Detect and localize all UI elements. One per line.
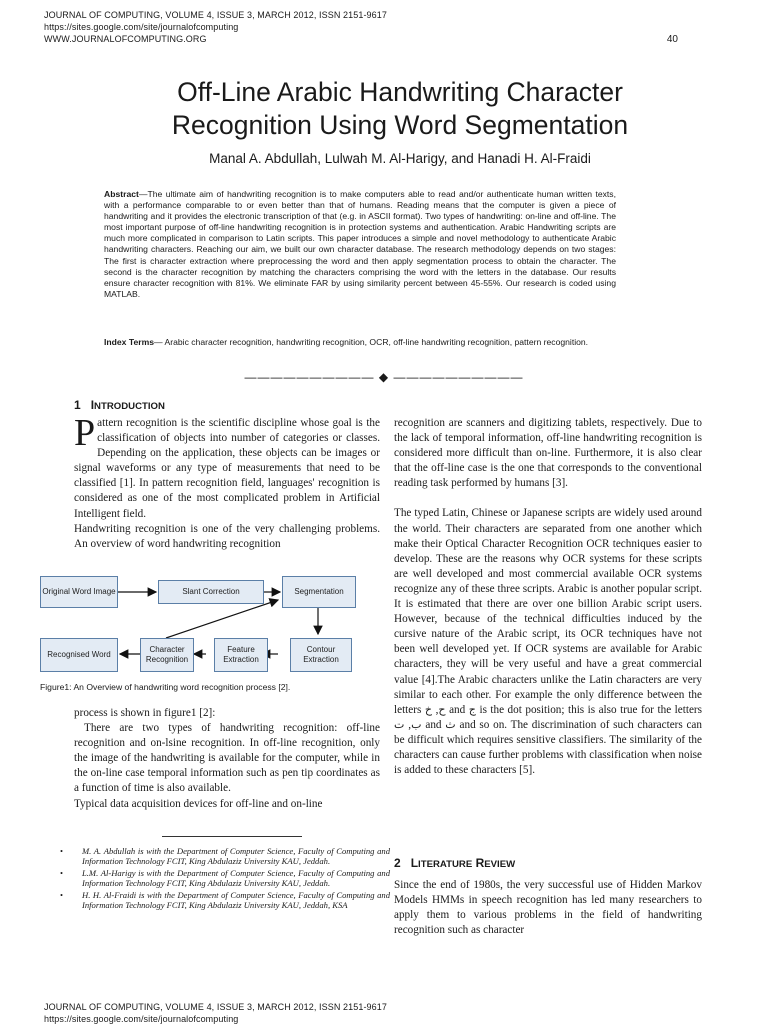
arabic-letter-3: ج bbox=[468, 703, 476, 716]
title-line-1: Off-Line Arabic Handwriting Character bbox=[177, 77, 623, 107]
right-paragraph-2b: is the dot position; this is also true for the letters bbox=[475, 703, 703, 716]
right-paragraph-2a: The typed Latin, Chinese or Japanese scripts are widely used around the world. Their characters are separated from one another which make their Optical Character Recognition OCR techniques easier to develop. These are the reasons why OCR systems for these scripts are well developed and most commercial available OCR systems recognize any of these three scripts. Arabic is another popular script. It is estimated that there are over one billion Arabic script users. However, because of the technical difficulties induced by the cursive nature of the Arabic script, its OCR techniques have not been well developed yet. If OCR systems are available for Arabic characters, they will be very useful and have a great commercial value [4].The Arabic characters unlike the Latin characters are very similar to each other. For example the only difference between the letters bbox=[394, 507, 702, 716]
index-terms-label: Index Terms bbox=[104, 337, 154, 347]
intro-paragraph-3: process is shown in figure1 [2]: bbox=[74, 707, 216, 719]
right-paragraph-2c: and so on. The discrimination of such characters can be difficult which requires sensitive classifiers. The similarity of the characters can cause further problems with classification when noise is added to these characters [5]. bbox=[394, 718, 702, 777]
box-original-word-image: Original Word Image bbox=[40, 576, 118, 608]
arabic-letter-1: ح bbox=[438, 703, 446, 716]
section-1-heading bbox=[74, 398, 165, 412]
intro-paragraph-2: Handwriting recognition is one of the very challenging problems. An overview of word handwriting recognition bbox=[74, 522, 380, 550]
footer-journal: JOURNAL OF COMPUTING, VOLUME 4, ISSUE 3, MARCH 2012, ISSN 2151-9617 bbox=[44, 1002, 387, 1012]
left-column-bottom bbox=[74, 706, 380, 812]
footer-url: https://sites.google.com/site/journalofcomputing bbox=[44, 1014, 239, 1024]
comma-2: , bbox=[408, 718, 412, 731]
comma-1: , bbox=[435, 703, 439, 716]
paper-title bbox=[100, 76, 700, 142]
title-line-2: Recognition Using Word Segmentation bbox=[171, 110, 629, 140]
section-2-title-initial-2: R bbox=[475, 856, 485, 870]
section-2-title-rest-2: EVIEW bbox=[484, 859, 516, 870]
abstract-label: Abstract bbox=[104, 189, 139, 199]
abstract-text: —The ultimate aim of handwriting recognition is to make computers able to read and/or authenticate human written texts, with a performance comparable to or even better than that of humans. Reading means that the computer is given a piece of handwriting and it provides the electronic transcription of that (e.g. in ASCII format). Two types of handwriting: on-line and off-line. The most important purpose of off-line handwriting recognition is in protection systems and authentication. Arabic Handwriting scripts are much more complicated in comparison to Latin scripts. This paper introduces a simple and novel methodology to authenticate Arabic handwriting characters. Reaching our aim, we built our own character database. The research methodology depends on two stages: The first is character extraction where preprocessing the word and then apply segmentation process to obtain the character. The second is the character recognition by matching the characters comprising the word with the letters in the database. Our results ensure character recognition with 81%. We eliminate FAR by using similarity percent between 45-55%. Our research is coded using MATLAB. bbox=[104, 189, 616, 299]
arrow-character-to-segmentation bbox=[166, 600, 278, 638]
journal-header: JOURNAL OF COMPUTING, VOLUME 4, ISSUE 3, MARCH 2012, ISSN 2151-9617 bbox=[44, 10, 387, 20]
footnote-2: • L.M. Al-Harigy is with the Department of Computer Science, Faculty of Computing and Information Technology FCIT, King Abdulaziz University KAU, Jeddah. bbox=[60, 868, 390, 889]
page-number: 40 bbox=[666, 34, 678, 45]
section-2-number: 2 bbox=[394, 856, 401, 870]
and-word-2: and bbox=[421, 718, 446, 731]
section-2-paragraph-1: Since the end of 1980s, the very successful use of Hidden Markov Models HMMs in speech recognition has led many researchers to apply them to various problems in the field of handwriting recognition such as character bbox=[394, 879, 702, 937]
section-1-title-rest: NTRODUCTION bbox=[94, 401, 165, 412]
index-terms bbox=[104, 337, 616, 348]
right-paragraph-2 bbox=[394, 506, 702, 778]
arabic-letter-4: ب bbox=[411, 718, 422, 731]
right-column bbox=[394, 416, 702, 778]
drop-cap: P bbox=[74, 412, 96, 454]
arabic-letter-5: ت bbox=[394, 718, 405, 731]
section-1-title-initial: I bbox=[90, 398, 95, 412]
index-terms-text: — Arabic character recognition, handwriting recognition, OCR, off-line handwriting recognition, pattern recognition. bbox=[154, 337, 589, 347]
arabic-letter-6: ث bbox=[445, 718, 456, 731]
abstract bbox=[104, 189, 616, 300]
arabic-letter-2: خ bbox=[424, 703, 433, 716]
intro-paragraph-5: Typical data acquisition devices for off-line and on-line bbox=[74, 797, 323, 810]
box-feature-extraction: Feature Extraction bbox=[214, 638, 268, 672]
box-slant-correction: Slant Correction bbox=[158, 580, 264, 604]
footnotes bbox=[60, 846, 390, 911]
and-word-1: and bbox=[445, 703, 469, 716]
section-2-title-initial: L bbox=[410, 856, 419, 870]
figure-1-caption: Figure1: An Overview of handwriting word recognition process [2]. bbox=[40, 682, 291, 692]
section-2-heading bbox=[394, 856, 515, 870]
left-column-top bbox=[74, 412, 380, 552]
footnote-1: • M. A. Abdullah is with the Department of Computer Science, Faculty of Computing and Information Technology FCIT, King Abdulaziz University KAU, Jeddah. bbox=[60, 846, 390, 867]
intro-paragraph-4: There are two types of handwriting recognition: off-line recognition and on-lsine recognition. In off-line recognition, only the image of the handwriting is available for the computer, while in the on-line case temporal information such as pen tip coordinates as a function of time is also available. bbox=[74, 722, 380, 795]
section-2-body bbox=[394, 878, 702, 938]
section-separator: ―――――――――― ◆ ―――――――――― bbox=[244, 370, 524, 384]
box-contour-extraction: Contour Extraction bbox=[290, 638, 352, 672]
section-1-number: 1 bbox=[74, 398, 81, 412]
journal-url: https://sites.google.com/site/journalofcomputing bbox=[44, 22, 239, 32]
box-segmentation: Segmentation bbox=[282, 576, 356, 608]
authors: Manal A. Abdullah, Lulwah M. Al-Harigy, and Hanadi H. Al-Fraidi bbox=[209, 151, 591, 166]
journal-site: WWW.JOURNALOFCOMPUTING.ORG bbox=[44, 34, 207, 44]
box-recognised-word: Recognised Word bbox=[40, 638, 118, 672]
footnote-rule bbox=[162, 836, 302, 837]
section-2-title-rest-1: ITERATURE bbox=[418, 859, 473, 870]
box-character-recognition: Character Recognition bbox=[140, 638, 194, 672]
intro-paragraph-1 bbox=[74, 412, 380, 522]
right-paragraph-1: recognition are scanners and digitizing tablets, respectively. Due to the lack of temporal information, off-line handwriting recognition is considered more difficult than on-line. Furthermore, it is also clear that the off-line case is the one that corresponds to the conventional reading task performed by humans [3]. bbox=[394, 417, 702, 490]
intro-paragraph-1-text: attern recognition is the scientific discipline whose goal is the classification of objects into number of categories or classes. Depending on the application, these objects can be images or signal waveforms or any type of measurements that need to be classified [1]. In pattern recognition field, languages' recognition is considered as one of the most complicated problem in Artificial Intelligent field. bbox=[74, 417, 380, 520]
footnote-3: • H. H. Al-Fraidi is with the Department of Computer Science, Faculty of Computing and Information Technology FCIT, King Abdulaziz University KAU, Jeddah, KSA bbox=[60, 890, 390, 911]
